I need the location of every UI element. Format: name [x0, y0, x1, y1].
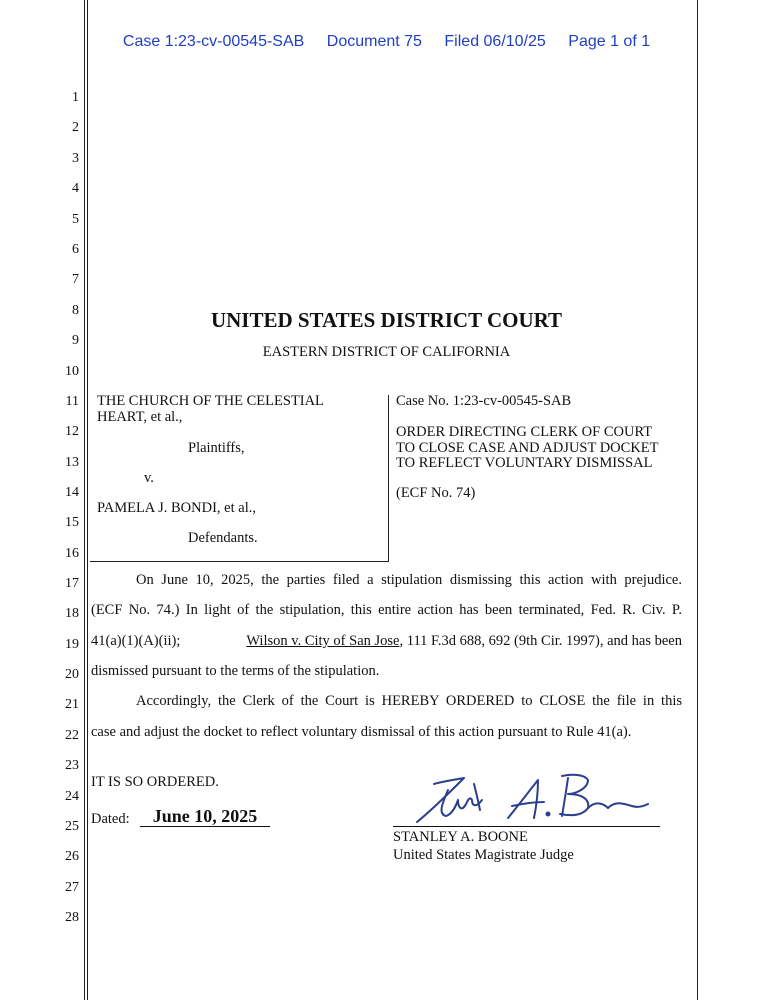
line-number: 4	[72, 181, 79, 196]
signer-title: United States Magistrate Judge	[393, 847, 574, 863]
order-title-line2: TO CLOSE CASE AND ADJUST DOCKET	[396, 440, 659, 456]
defendants-label: Defendants.	[188, 530, 258, 546]
case-citation: Wilson v. City of San Jose	[246, 633, 400, 649]
line-number: 28	[65, 910, 79, 925]
header-filed-date: Filed 06/10/25	[444, 33, 546, 50]
plaintiff-name-line1: THE CHURCH OF THE CELESTIAL	[97, 393, 324, 409]
line-number: 22	[65, 728, 79, 743]
body-paragraph1-line1: On June 10, 2025, the parties filed a stipulation dismissing this action with prejudice.	[136, 572, 682, 588]
header-case-number: Case 1:23-cv-00545-SAB	[122, 33, 305, 50]
line-number: 8	[72, 303, 79, 318]
left-margin-rule-inner	[87, 0, 88, 1000]
right-margin-rule	[697, 0, 698, 1000]
line-number: 16	[65, 546, 79, 561]
ecf-reference: (ECF No. 74)	[396, 485, 476, 501]
judge-signature-image	[412, 770, 652, 830]
dated-label: Dated:	[91, 811, 130, 827]
line-number: 6	[72, 242, 79, 257]
line-number: 12	[65, 424, 79, 439]
line-number: 2	[72, 120, 79, 135]
line-number: 21	[65, 697, 79, 712]
defendant-name: PAMELA J. BONDI, et al.,	[97, 500, 256, 516]
so-ordered-text: IT IS SO ORDERED.	[91, 774, 219, 790]
line-number: 13	[65, 455, 79, 470]
filing-header	[0, 33, 773, 51]
line-number: 5	[72, 212, 79, 227]
line-number: 10	[65, 364, 79, 379]
body-paragraph2-line2: case and adjust the docket to reflect voluntary dismissal of this action pursuant to Rule 41(a).	[91, 724, 632, 740]
versus-label: v.	[144, 470, 154, 486]
line-number: 7	[72, 272, 79, 287]
line-number: 9	[72, 333, 79, 348]
line-number: 3	[72, 151, 79, 166]
signature-line	[393, 826, 660, 827]
court-district: EASTERN DISTRICT OF CALIFORNIA	[262, 344, 511, 360]
court-name: UNITED STATES DISTRICT COURT	[210, 308, 563, 332]
case-citation-detail: , 111 F.3d 688, 692 (9th Cir. 1997), and has been	[399, 633, 682, 649]
left-margin-rule-outer	[84, 0, 85, 1000]
signer-name: STANLEY A. BOONE	[393, 829, 528, 845]
header-document-number: Document 75	[326, 33, 422, 50]
plaintiff-name-line2: HEART, et al.,	[97, 409, 183, 425]
plaintiffs-label: Plaintiffs,	[188, 440, 245, 456]
line-number: 1	[72, 90, 79, 105]
signature-date: June 10, 2025	[140, 806, 270, 827]
line-number: 27	[65, 880, 79, 895]
caption-divider-vertical	[388, 395, 389, 561]
line-number: 26	[65, 849, 79, 864]
order-title-line3: TO REFLECT VOLUNTARY DISMISSAL	[396, 455, 653, 471]
line-number: 19	[65, 637, 79, 652]
header-page-count: Page 1 of 1	[568, 33, 651, 50]
line-number: 23	[65, 758, 79, 773]
line-number: 24	[65, 789, 79, 804]
line-number: 18	[65, 606, 79, 621]
line-number: 25	[65, 819, 79, 834]
rule-citation: 41(a)(1)(A)(ii);	[91, 633, 181, 649]
line-number: 20	[65, 667, 79, 682]
body-paragraph1-line3	[91, 633, 682, 650]
line-number: 14	[65, 485, 79, 500]
line-number: 15	[65, 515, 79, 530]
body-paragraph2-line1: Accordingly, the Clerk of the Court is HEREBY ORDERED to CLOSE the file in this	[136, 693, 682, 709]
caption-divider-horizontal	[90, 561, 389, 562]
case-number: Case No. 1:23-cv-00545-SAB	[396, 393, 572, 409]
body-paragraph1-line2: (ECF No. 74.) In light of the stipulation, this entire action has been terminated, Fed. R. Civ. P.	[91, 602, 682, 618]
line-number: 11	[65, 394, 79, 409]
line-number: 17	[65, 576, 79, 591]
order-title-line1: ORDER DIRECTING CLERK OF COURT	[396, 424, 653, 440]
body-paragraph1-line4: dismissed pursuant to the terms of the stipulation.	[91, 663, 380, 679]
